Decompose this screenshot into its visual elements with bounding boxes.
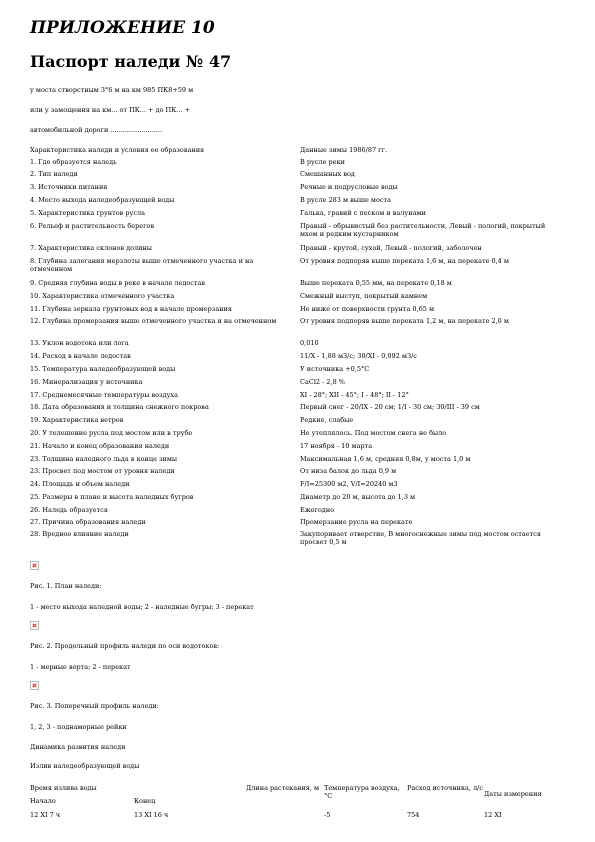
intro-line: у моста створстным 3°6 м на км 985 ПК8+59 м [30,86,194,94]
row-label: 26. Наледь образуется [30,506,108,514]
row-value: Промерзание русла на перекате [300,518,413,526]
row-label: 20. У телешение русла под мостом или в трубе [30,429,193,437]
figure-caption: Рис. 3. Поперечный профиль наледи: [30,702,159,710]
header-time: Время излива воды [30,784,97,792]
row-label: 8. Глубина залегания мерзлоты выше отмеченного участка и на отмеченном [30,257,254,273]
row-label: 7. Характеристика склонов долины [30,244,152,252]
row-label: 10. Характеристика отмеченного участка [30,292,175,300]
row-label: 23. Просвет под мостом от уровня наледи [30,467,175,475]
intro-line: автомобильной дороги ......................... [30,126,163,134]
cell-flow: 754 [407,811,420,819]
intro-line: или у замощения на км... от ПК... + до ПК... + [30,106,190,114]
row-value: От уровня подпоряв выше переката 1,6 м, на перекате 0,4 м [300,257,509,265]
row-value: Галька, гравий с песком и валунами [300,209,426,217]
appendix-heading: ПРИЛОЖЕНИЕ 10 [30,18,215,38]
row-label: 1. Где образуется наледь [30,158,117,166]
row-label: 9. Средняя глубина воды в реке в начале ледостав [30,279,206,287]
row-label: 24. Площадь и объем наледи [30,480,130,488]
row-value: У источника +0,5°С [300,365,370,373]
row-value: Не ниже от поверхности грунта 0,65 м [300,305,435,313]
row-label: Характеристика наледи и условия ее образования [30,146,205,154]
row-label: 14. Расход в начале ледостав [30,352,131,360]
figure-caption: Рис. 2. Продольный профиль наледи по оси водотоков: [30,642,220,650]
header-start: Начало [30,797,56,805]
broken-image-icon [30,561,39,570]
row-label: 27. Причина образования наледи [30,518,146,526]
row-value: Не утеплялось. Под мостом снега не было [300,429,447,437]
row-label: 18. Дата образования и толщина снежного покрова [30,403,209,411]
cell-date: 12 XI [484,811,502,819]
row-label: 3. Источники питания [30,183,108,191]
row-value: Смешанных вод [300,170,355,178]
row-value: Ежегодно [300,506,335,514]
broken-image-icon [30,621,39,630]
row-label: 4. Место выхода наледеобразующей воды [30,196,175,204]
section-heading: Излив наледеобразующей воды [30,762,140,770]
header-date: Даты измерения [484,790,542,798]
row-label: 16. Минерализация у источника [30,378,143,386]
row-value: XI - 28°; XII - 45°; I - 48°; II - 12° [300,391,409,399]
row-value: Правый - обрывистый без растительности, Левый - пологий, покрытый мхом и редким кустарником [300,222,546,238]
row-value: В русле реки [300,158,345,166]
row-value: F/I=25300 м2, V/I=20240 м3 [300,480,398,488]
row-value: От уровня подпоряв выше переката 1,2 м, на перекате 2,0 м [300,317,509,325]
row-label: 15. Температура наледеобразующей воды [30,365,176,373]
document-title: Паспорт наледи № 47 [30,52,232,71]
header-temp: Температура воздуха, °С [324,784,400,800]
row-label: 13. Уклон водотока или лога [30,339,129,347]
figure-legend: 1 - мерные ворта; 2 - перекат [30,663,131,671]
section-heading: Динамика развития наледи [30,743,126,751]
header-flow: Расход источника, л/с [407,784,484,792]
cell-end: 13 XI 16 ч [134,811,169,819]
row-value: CaCl2 - 2,8 % [300,378,345,386]
row-value: 17 ноября - 10 марта [300,442,373,450]
figure-legend: 1 - место выхода наледной воды; 2 - наледные бугры; 3 - перекат [30,603,254,611]
row-label: 2. Тип наледи [30,170,78,178]
row-value: От низа балок до льда 0,9 м [300,467,397,475]
row-label: 23. Толщина наледного льда в конце зимы [30,455,178,463]
header-length: Длина растекания, м [246,784,320,792]
cell-start: 12 XI 7 ч [30,811,61,819]
row-label: 28. Вредное влияние наледи [30,530,129,538]
cell-temp: -5 [324,811,331,819]
row-value: Диаметр до 20 м, высота до 1,3 м [300,493,416,501]
row-label: 5. Характеристика грунтов русла [30,209,145,217]
row-value: 11/X - 1,88 м3/с; 30/XI - 0,092 м3/с [300,352,417,360]
row-value: 0,010 [300,339,319,347]
row-value: Смежный выступ, покрытый камнем [300,292,428,300]
row-value: Речные и подрусловые воды [300,183,398,191]
row-label: 19. Характеристика ветров [30,416,124,424]
row-label: 17. Среднемесячные температуры воздуха [30,391,178,399]
row-label: 21. Начало и конец образования наледи [30,442,170,450]
row-label: 11. Глубина зеркала грунтовых вод в начале промерзания [30,305,232,313]
row-value: Максимальная 1,6 м, средняя 0,8м, у моста 1,0 м [300,455,471,463]
row-value: Закупоривает отверстие, В многоснежные зимы под мостом остается просвет 0,5 м [300,530,541,546]
row-label: 12. Глубина промерзания выше отмеченного участка и на отмеченном [30,317,277,325]
figure-legend: 1, 2, 3 - поднаморные рейки [30,723,127,731]
row-value: Первый снег - 20/IX - 20 см; 1/I - 30 см; 30/III - 39 см [300,403,480,411]
row-value: Данные зимы 1986/87 гг. [300,146,388,154]
figure-caption: Рис. 1. План наледи: [30,582,102,590]
row-value: В русле 283 м выше моста [300,196,391,204]
row-label: 25. Размеры в плане и высота наледных бугров [30,493,194,501]
row-label: 6. Рельеф и растительность берегов [30,222,155,230]
broken-image-icon [30,681,39,690]
row-value: Правый - крутой, сухой, Левый - пологий, заболочен [300,244,482,252]
row-value: Редкие, слабые [300,416,354,424]
header-end: Конец [134,797,156,805]
row-value: Выше переката 0,55 мм, на перекате 0,18 м [300,279,452,287]
